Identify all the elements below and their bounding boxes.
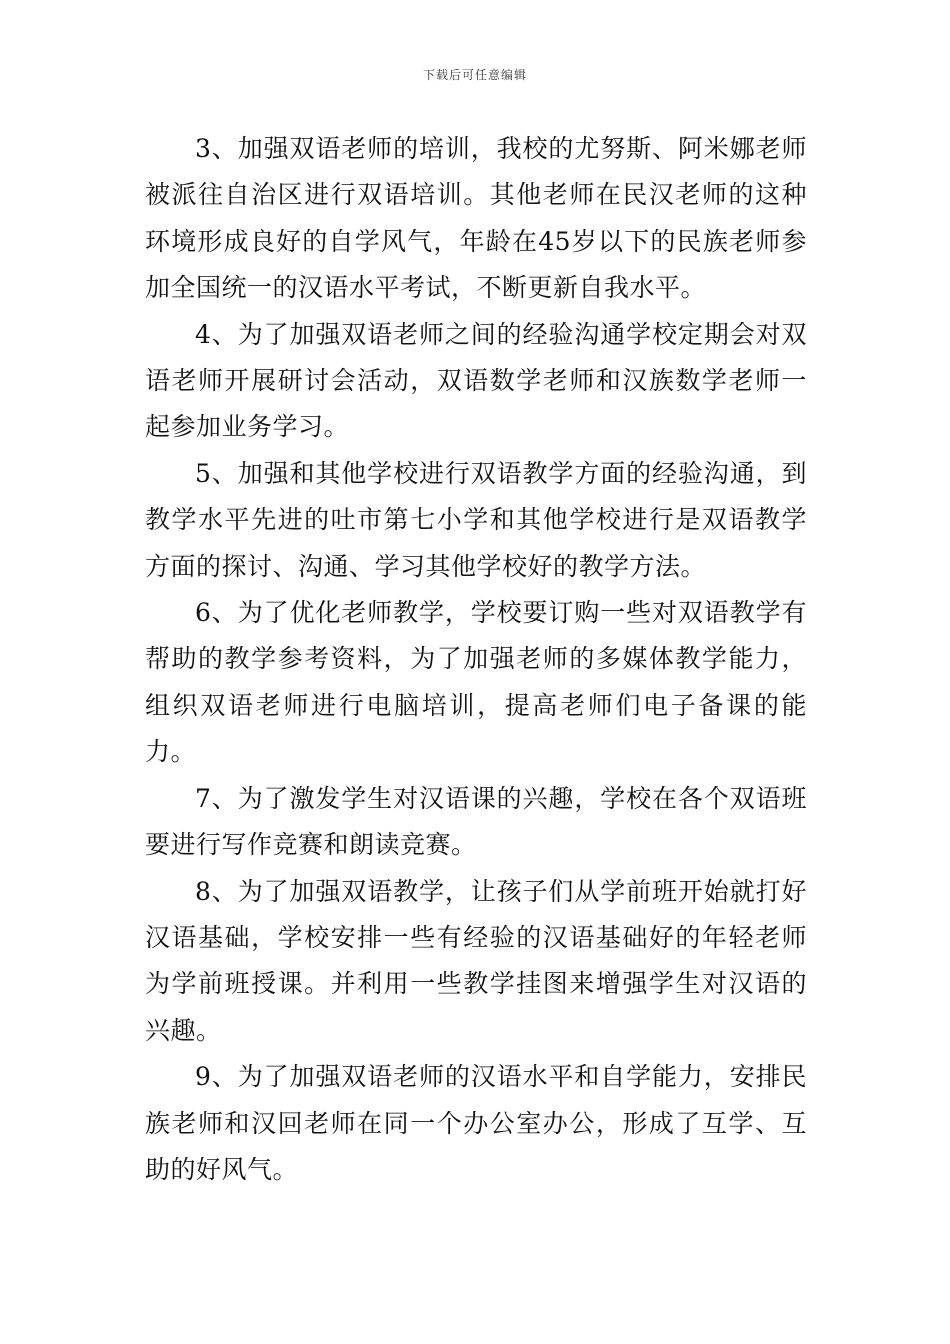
document-body	[145, 126, 807, 1193]
paragraph-9: 9、为了加强双语老师的汉语水平和自学能力，安排民族老师和汉回老师在同一个办公室办公，形成了互学、互助的好风气。	[145, 1062, 807, 1184]
paragraph-8: 8、为了加强双语教学，让孩子们从学前班开始就打好汉语基础，学校安排一些有经验的汉语基础好的年轻老师为学前班授课。并利用一些教学挂图来增强学生对汉语的兴趣。	[145, 876, 807, 1045]
paragraph-5: 5、加强和其他学校进行双语教学方面的经验沟通，到教学水平先进的吐市第七小学和其他学校进行是双语教学方面的探讨、沟通、学习其他学校好的教学方法。	[145, 458, 807, 581]
paragraph-4: 4、为了加强双语老师之间的经验沟通学校定期会对双语老师开展研讨会活动，双语数学老师和汉族数学老师一起参加业务学习。	[145, 319, 807, 442]
paragraph-3: 3、加强双语老师的培训，我校的尤努斯、阿米娜老师被派往自治区进行双语培训。其他老师在民汉老师的这种环境形成良好的自学风气，年龄在45岁以下的民族老师参加全国统一的汉语水平考试，不断更新自我水平。	[145, 134, 807, 303]
paragraph-6: 6、为了优化老师教学，学校要订购一些对双语教学有帮助的教学参考资料，为了加强老师的多媒体教学能力，组织双语老师进行电脑培训，提高老师们电子备课的能力。	[145, 598, 807, 767]
header-note: 下载后可任意编辑	[422, 68, 527, 82]
paragraph-7: 7、为了激发学生对汉语课的兴趣，学校在各个双语班要进行写作竞赛和朗读竞赛。	[145, 783, 807, 860]
